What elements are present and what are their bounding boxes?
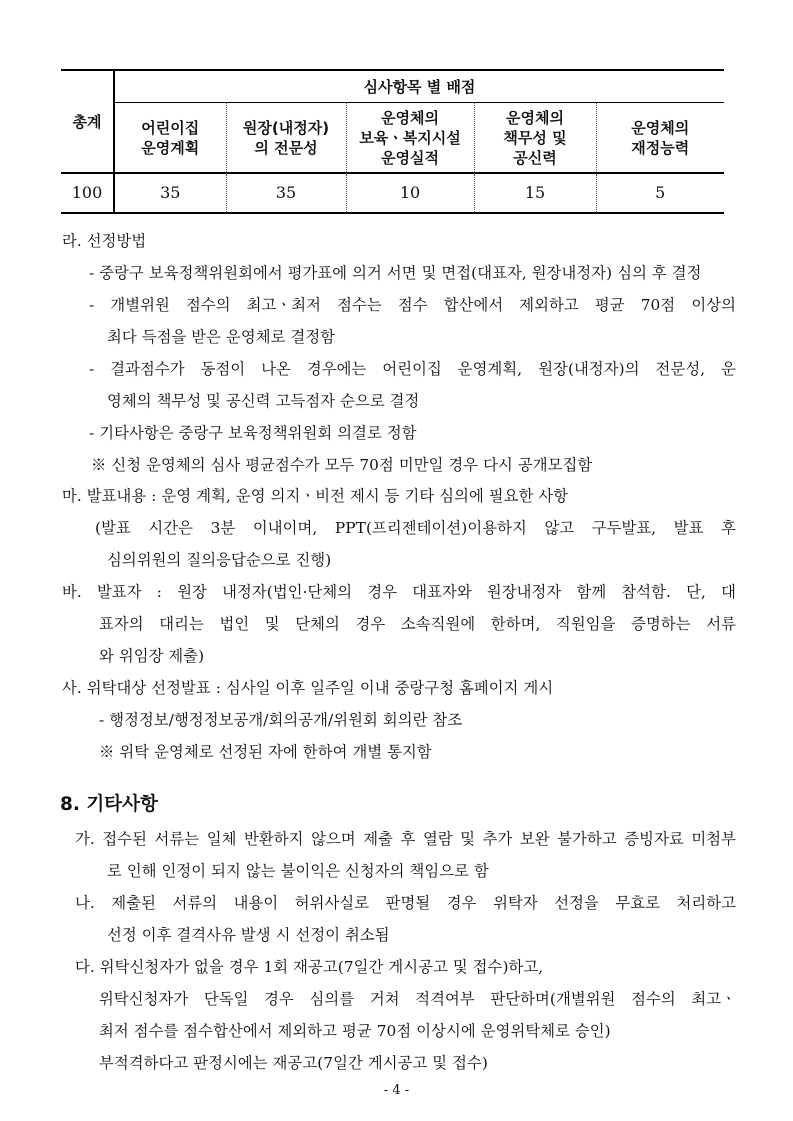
column-header-expertise: [226, 103, 346, 174]
body-line: - 기타사항은 중랑구 보육정책위원회 의결로 정함: [89, 424, 417, 442]
column-header-line: 원장(내정자): [242, 118, 330, 137]
column-header-line: 책무성 및: [503, 128, 567, 147]
section-heading: 8. 기타사항: [60, 794, 158, 815]
body-line: 영체의 책무성 및 공신력 고득점자 순으로 결정: [107, 392, 420, 410]
column-header-line: 운영체의: [381, 108, 439, 127]
body-line: 가. 접수된 서류는 일체 반환하지 않으며 제출 후 열람 및 추가 보완 불가하고 증빙자료 미첨부: [75, 830, 736, 848]
body-line: 로 인해 인정이 되지 않는 불이익은 신청자의 책임으로 함: [107, 862, 489, 880]
body-line: 와 위임장 제출): [99, 647, 205, 665]
item-heading-presentation: 마. 발표내용 : 운영 계획, 운영 의지ㆍ비전 제시 등 기타 심의에 필요한 사항: [62, 487, 569, 505]
body-line: 선정 이후 결격사유 발생 시 선정이 취소됨: [107, 926, 390, 944]
column-header-plan: [114, 103, 226, 174]
total-header: 총계: [61, 70, 114, 173]
column-header-line: 보육ㆍ복지시설: [359, 128, 461, 147]
column-header-finance: [596, 103, 724, 174]
body-line: 위탁신청자가 단독일 경우 심의를 거쳐 적격여부 판단하며(개별위원 점수의 최고ㆍ: [99, 990, 736, 1008]
score-value: 15: [474, 173, 596, 213]
body-line: - 중랑구 보육정책위원회에서 평가표에 의거 서면 및 면접(대표자, 원장내정자) 심의 후 결정: [89, 264, 702, 282]
body-line: 다. 위탁신청자가 없을 경우 1회 재공고(7일간 게시공고 및 접수)하고,: [75, 958, 544, 976]
column-header-line: 운영계획: [141, 138, 200, 157]
body-line: 심의위원의 질의응답순으로 진행): [107, 551, 332, 569]
score-value: 5: [596, 173, 724, 213]
page-number: - 4 -: [383, 1083, 410, 1098]
column-header-performance: [346, 103, 474, 174]
item-heading-presenter: 바. 발표자 : 원장 내정자(법인·단체의 경우 대표자와 원장내정자 함께 참석함. 단, 대: [62, 583, 736, 601]
body-line: - 개별위원 점수의 최고ㆍ최저 점수는 점수 합산에서 제외하고 평균 70점 이상의: [89, 296, 736, 314]
score-value: 10: [346, 173, 474, 213]
item-heading-selection-method: 라. 선정방법: [62, 232, 147, 250]
body-line: 최다 득점을 받은 운영체로 결정함: [107, 328, 336, 346]
item-heading-announcement: 사. 위탁대상 선정발표 : 심사일 이후 일주일 이내 중랑구청 홈페이지 게시: [62, 679, 554, 697]
body-line: 부적격하다고 판정시에는 재공고(7일간 게시공고 및 접수): [99, 1054, 488, 1072]
column-header-line: 어린이집: [141, 118, 200, 137]
column-header-line: 운영체의: [631, 118, 690, 137]
column-header-line: 운영실적: [381, 148, 439, 167]
column-header-line: 운영체의: [506, 108, 564, 127]
group-header: 심사항목 별 배점: [114, 70, 724, 103]
score-value: 35: [226, 173, 346, 213]
body-line: 최저 점수를 점수합산에서 제외하고 평균 70점 이상시에 운영위탁체로 승인): [99, 1022, 611, 1040]
body-line: 나. 제출된 서류의 내용이 허위사실로 판명될 경우 위탁자 선정을 무효로 처리하고: [75, 894, 736, 912]
body-line: 표자의 대리는 법인 및 단체의 경우 소속직원에 한하며, 직원임을 증명하는 서류: [99, 615, 736, 633]
note-line: ※ 위탁 운영체로 선정된 자에 한하여 개별 통지함: [99, 743, 432, 761]
note-line: ※ 신청 운영체의 심사 평균점수가 모두 70점 미만일 경우 다시 공개모집함: [91, 456, 593, 474]
score-value: 35: [114, 173, 226, 213]
body-line: - 행정정보/행정정보공개/회의공개/위원회 회의란 참조: [99, 711, 463, 729]
column-header-line: 의 전문성: [254, 138, 318, 157]
body-line: (발표 시간은 3분 이내이며, PPT(프리젠테이션)이용하지 않고 구두발표, 발표 후: [95, 519, 736, 537]
score-table: [61, 69, 724, 214]
column-header-accountability: [474, 103, 596, 174]
body-line: - 결과점수가 동점이 나온 경우에는 어린이집 운영계획, 원장(내정자)의 전문성, 운: [89, 360, 736, 378]
total-value: 100: [61, 173, 114, 213]
column-header-line: 재정능력: [631, 138, 690, 157]
column-header-line: 공신력: [513, 148, 557, 167]
